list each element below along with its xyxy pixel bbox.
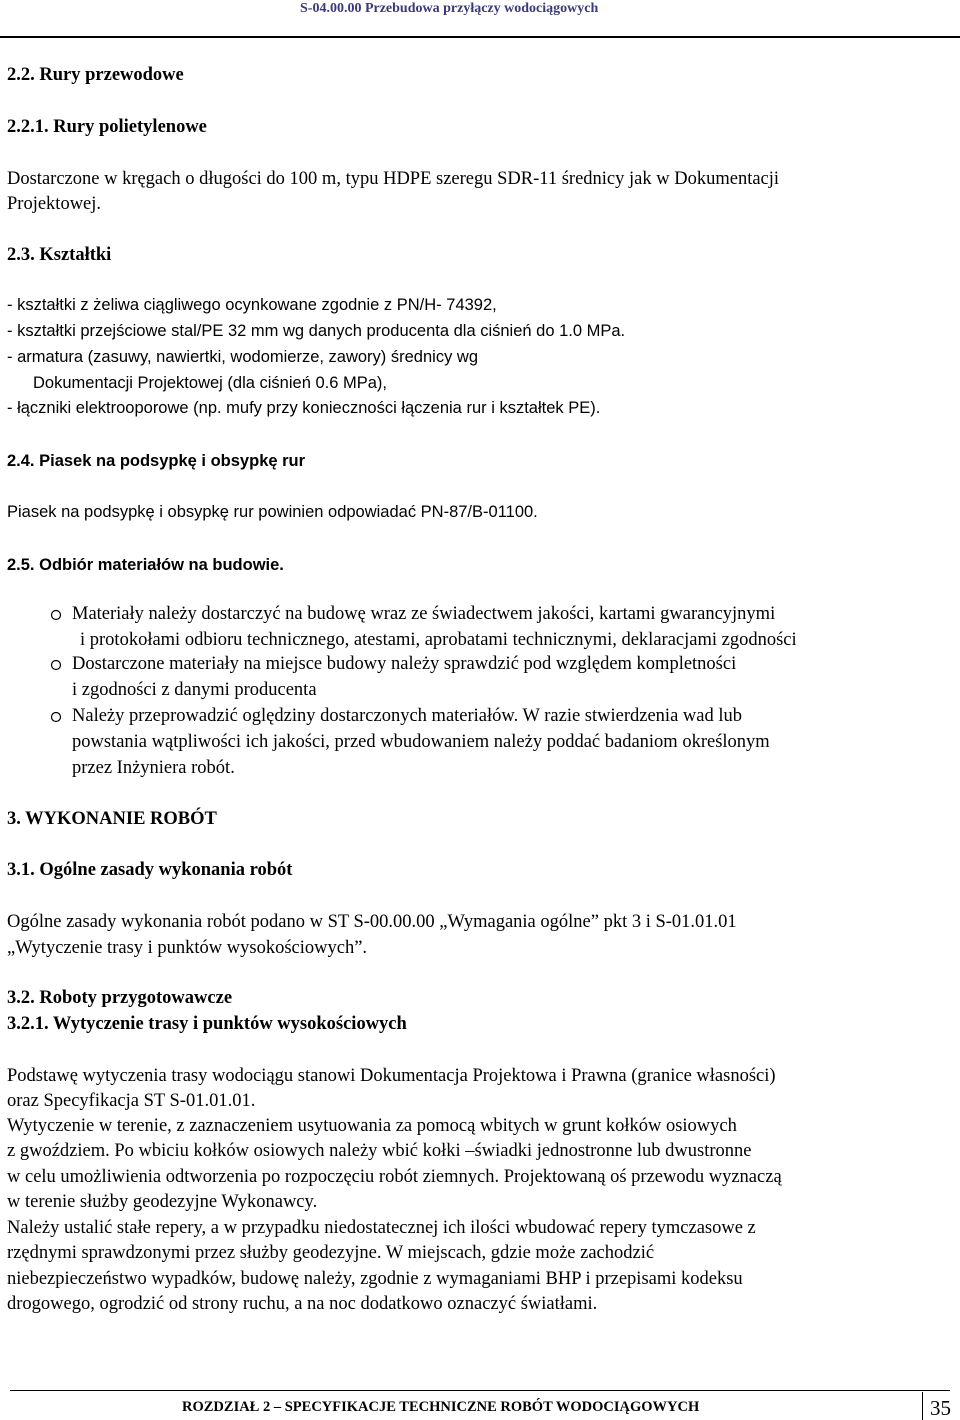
page-number: 35 — [930, 1396, 951, 1420]
section-3-2-1-line: Należy ustalić stałe repery, a w przypadku niedostatecznej ich ilości wbudować repery tymczasowe z — [7, 1218, 756, 1238]
section-2-2-1-heading: 2.2.1. Rury polietylenowe — [7, 117, 207, 137]
fittings-item-3: - armatura (zasuwy, nawiertki, wodomierze, zawory) średnicy wg — [7, 348, 478, 366]
section-3-2-heading: 3.2. Roboty przygotowawcze — [7, 988, 233, 1008]
section-2-2-1-paragraph-line-2: Projektowej. — [7, 194, 102, 214]
section-3-2-1-line: Wytyczenie w terenie, z zaznaczeniem usytuowania za pomocą wbitych w grunt kołków osiowych — [7, 1116, 737, 1136]
section-3-2-1-line: Podstawę wytyczenia trasy wodociągu stanowi Dokumentacja Projektowa i Prawna (granice własności) — [7, 1066, 776, 1086]
section-3-2-1-line: w celu umożliwienia odtworzenia po rozpoczęciu robót ziemnych. Projektowaną oś przewodu wyznaczą — [7, 1167, 782, 1187]
footer-chapter-title: ROZDZIAŁ 2 – SPECYFIKACJE TECHNICZNE ROBÓT WODOCIĄGOWYCH — [182, 1399, 700, 1415]
section-3-2-1-line: rzędnymi sprawdzonymi przez służby geodezyjne. W miejscach, gdzie może zachodzić — [7, 1243, 655, 1263]
fittings-item-1: - kształtki z żeliwa ciągliwego ocynkowane zgodnie z PN/H- 74392, — [7, 296, 497, 314]
section-3-1-heading: 3.1. Ogólne zasady wykonania robót — [7, 860, 293, 880]
fittings-item-2: - kształtki przejściowe stal/PE 32 mm wg danych producenta dla ciśnień do 1.0 MPa. — [7, 322, 626, 340]
page-header-title: S-04.00.00 Przebudowa przyłączy wodociągowych — [300, 1, 599, 16]
fittings-item-3-continuation: Dokumentacji Projektowej (dla ciśnień 0.6 MPa), — [33, 374, 387, 392]
bullet-3-line-3: przez Inżyniera robót. — [72, 758, 235, 778]
header-rule — [0, 36, 960, 38]
footer-separator — [922, 1392, 923, 1420]
bullet-2-line-2: i zgodności z danymi producenta — [72, 680, 317, 700]
section-3-1-paragraph-line-1: Ogólne zasady wykonania robót podano w ST S-00.00.00 „Wymagania ogólne” pkt 3 i S-01.01.01 — [7, 912, 737, 932]
section-3-heading: 3. WYKONANIE ROBÓT — [7, 809, 217, 829]
section-3-2-1-heading: 3.2.1. Wytyczenie trasy i punktów wysokościowych — [7, 1014, 407, 1034]
circle-bullet-icon — [50, 609, 62, 621]
section-3-2-1-line: oraz Specyfikacja ST S-01.01.01. — [7, 1091, 256, 1111]
section-3-2-1-line: drogowego, ogrodzić od strony ruchu, a na noc dodatkowo oznaczyć światłami. — [7, 1294, 598, 1314]
bullet-3-line-1: Należy przeprowadzić oględziny dostarczonych materiałów. W razie stwierdzenia wad lub — [72, 706, 742, 726]
section-2-2-heading: 2.2. Rury przewodowe — [7, 65, 184, 85]
bullet-2-line-1: Dostarczone materiały na miejsce budowy należy sprawdzić pod względem kompletności — [72, 654, 737, 674]
bullet-1-line-2: i protokołami odbioru technicznego, atestami, aprobatami technicznymi, deklaracjami zgodności — [80, 630, 797, 650]
section-2-4-paragraph: Piasek na podsypkę i obsypkę rur powinien odpowiadać PN-87/B-01100. — [7, 503, 538, 521]
section-2-2-1-paragraph-line-1: Dostarczone w kręgach o długości do 100 m, typu HDPE szeregu SDR-11 średnicy jak w Dokumentacji — [7, 169, 780, 189]
section-2-4-heading: 2.4. Piasek na podsypkę i obsypkę rur — [7, 452, 306, 470]
section-3-1-paragraph-line-2: „Wytyczenie trasy i punktów wysokościowych”. — [7, 938, 368, 958]
section-2-5-heading: 2.5. Odbiór materiałów na budowie. — [7, 556, 284, 574]
section-3-2-1-line: niebezpieczeństwo wypadków, budowę należy, zgodnie z wymaganiami BHP i przepisami kodeksu — [7, 1269, 743, 1289]
bullet-3-line-2: powstania wątpliwości ich jakości, przed wbudowaniem należy poddać badaniom określonym — [72, 732, 770, 752]
section-2-3-heading: 2.3. Kształtki — [7, 245, 112, 265]
bullet-1-line-1: Materiały należy dostarczyć na budowę wraz ze świadectwem jakości, kartami gwarancyjnymi — [72, 604, 776, 624]
section-3-2-1-line: w terenie służby geodezyjne Wykonawcy. — [7, 1192, 318, 1212]
circle-bullet-icon — [50, 711, 62, 723]
section-3-2-1-line: z gwoździem. Po wbiciu kołków osiowych należy wbić kołki –świadki jednostronne lub dwustronne — [7, 1141, 752, 1161]
fittings-item-4: - łączniki elektrooporowe (np. mufy przy konieczności łączenia rur i kształtek PE). — [7, 399, 601, 417]
footer-rule — [10, 1390, 950, 1391]
circle-bullet-icon — [50, 659, 62, 671]
